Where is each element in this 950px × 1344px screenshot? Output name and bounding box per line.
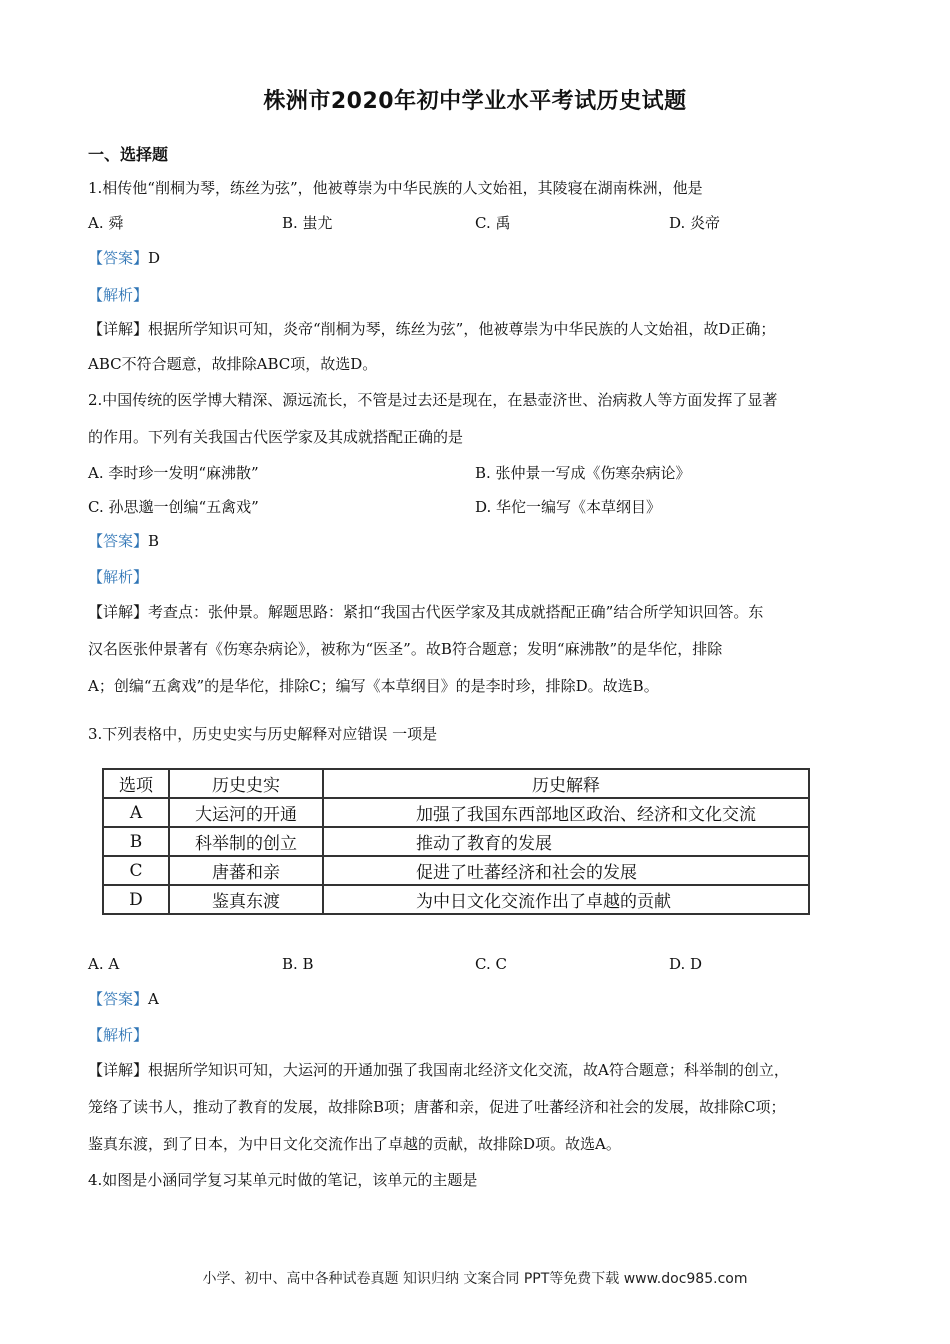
q2-analysis-label: 【解析】	[88, 568, 149, 586]
page-footer: 小学、初中、高中各种试卷真题 知识归纳 文案合同 PPT等免费下载 www.doc985.com	[202, 1271, 748, 1287]
q3-stem: 3.下列表格中，历史史实与历史解释对应错误 一项是	[88, 725, 438, 743]
table-cell: 唐蕃和亲	[169, 856, 323, 885]
table-header-fact: 历史史实	[169, 769, 323, 798]
q3-detail: 【详解】根据所学知识可知，大运河的开通加强了我国南北经济文化交流，故A符合题意；科举制的创立，	[88, 1061, 789, 1079]
table-cell: A	[103, 798, 169, 827]
q3-detail-cont2: 鉴真东渡，到了日本，为中日文化交流作出了卓越的贡献，故排除D项。故选A。	[88, 1135, 621, 1153]
table-cell: 为中日文化交流作出了卓越的贡献	[323, 885, 809, 914]
q2-option-b: B. 张仲景一写成《伤寒杂病论》	[475, 464, 691, 482]
q3-option-b: B. B	[282, 955, 314, 973]
q2-answer: 【答案】B	[88, 532, 160, 550]
table-cell: 鉴真东渡	[169, 885, 323, 914]
table-header-explanation: 历史解释	[323, 769, 809, 798]
table-row	[103, 856, 809, 885]
q1-option-a: A. 舜	[88, 214, 124, 232]
q1-option-c: C. 禹	[475, 214, 511, 232]
table-row	[103, 798, 809, 827]
q2-stem: 2.中国传统的医学博大精深、源远流长，不管是过去还是现在，在悬壶济世、治病救人等方面发挥了显著	[88, 391, 778, 409]
table-header-row	[103, 769, 809, 798]
history-table	[102, 768, 810, 915]
q3-option-a: A. A	[88, 955, 120, 973]
q1-option-b: B. 蚩尤	[282, 214, 333, 232]
q1-answer: 【答案】D	[88, 249, 161, 267]
table-cell: 促进了吐蕃经济和社会的发展	[323, 856, 809, 885]
q4-stem: 4.如图是小涵同学复习某单元时做的笔记，该单元的主题是	[88, 1171, 478, 1189]
q3-option-d: D. D	[669, 955, 703, 973]
table-header-option: 选项	[103, 769, 169, 798]
q2-detail-cont: 汉名医张仲景著有《伤寒杂病论》，被称为“医圣”。故B符合题意；发明“麻沸散”的是华佗，排除	[88, 640, 723, 658]
q1-analysis-label: 【解析】	[88, 286, 149, 304]
q2-detail: 【详解】考查点：张仲景。解题思路：紧扣“我国古代医学家及其成就搭配正确”结合所学知识回答。东	[88, 603, 764, 621]
q3-detail-cont: 笼络了读书人，推动了教育的发展，故排除B项；唐蕃和亲，促进了吐蕃经济和社会的发展，故排除C项；	[88, 1098, 786, 1116]
page-title: 株洲市2020年初中学业水平考试历史试题	[263, 89, 687, 114]
q3-option-c: C. C	[475, 955, 507, 973]
q1-option-d: D. 炎帝	[669, 214, 721, 232]
q3-answer: 【答案】A	[88, 990, 159, 1008]
table-cell: 大运河的开通	[169, 798, 323, 827]
q2-option-d: D. 华佗一编写《本草纲目》	[475, 498, 662, 516]
table-cell: 推动了教育的发展	[323, 827, 809, 856]
q1-stem: 1.相传他“削桐为琴，练丝为弦”，他被尊崇为中华民族的人文始祖，其陵寝在湖南株洲，他是	[88, 179, 703, 197]
q3-analysis-label: 【解析】	[88, 1026, 149, 1044]
q2-option-a: A. 李时珍一发明“麻沸散”	[88, 464, 259, 482]
table-row	[103, 827, 809, 856]
q1-detail: 【详解】根据所学知识可知，炎帝“削桐为琴，练丝为弦”，他被尊崇为中华民族的人文始祖，故D正确；	[88, 320, 776, 338]
table-cell: 科举制的创立	[169, 827, 323, 856]
table-cell: B	[103, 827, 169, 856]
q2-stem-cont: 的作用。下列有关我国古代医学家及其成就搭配正确的是	[88, 428, 464, 446]
q2-detail-cont2: A；创编“五禽戏”的是华佗，排除C；编写《本草纲目》的是李时珍，排除D。故选B。	[88, 677, 659, 695]
q2-option-c: C. 孙思邈一创编“五禽戏”	[88, 498, 259, 516]
table-cell: D	[103, 885, 169, 914]
table-row	[103, 885, 809, 914]
table-cell: C	[103, 856, 169, 885]
q1-detail-cont: ABC不符合题意，故排除ABC项，故选D。	[88, 355, 378, 373]
table-cell: 加强了我国东西部地区政治、经济和文化交流	[323, 798, 809, 827]
section-heading: 一、选择题	[88, 145, 169, 164]
